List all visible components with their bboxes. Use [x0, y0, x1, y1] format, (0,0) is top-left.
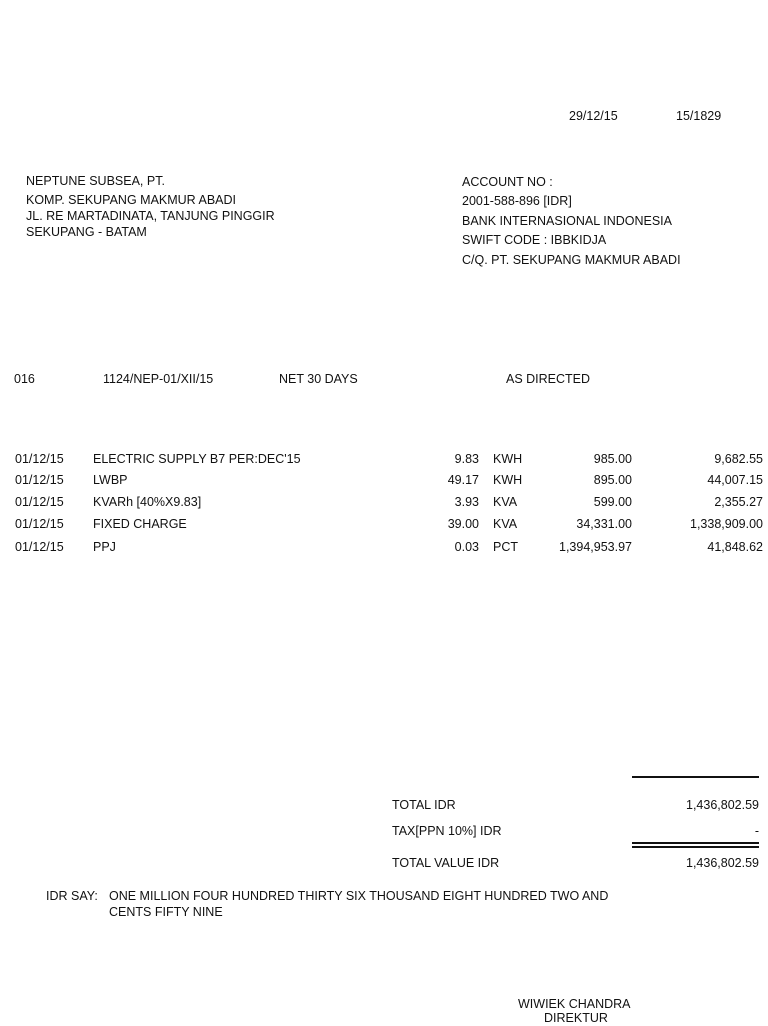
- account-line: SWIFT CODE : IBBKIDJA: [462, 233, 607, 247]
- amount-words-label: IDR SAY:: [46, 889, 98, 903]
- totals-double-rule-bottom: [632, 846, 759, 848]
- account-line: C/Q. PT. SEKUPANG MAKMUR ABADI: [462, 253, 681, 267]
- ship-via: AS DIRECTED: [506, 372, 591, 386]
- signatory-name: WIWIEK CHANDRA: [518, 997, 631, 1011]
- item-unit: KWH: [493, 452, 523, 466]
- tax-label: TAX[PPN 10%] IDR: [392, 824, 502, 838]
- customer-address-line: SEKUPANG - BATAM: [26, 225, 147, 239]
- invoice-date: 29/12/15: [569, 109, 618, 123]
- item-quantity: 599.00: [593, 495, 632, 509]
- total-label: TOTAL IDR: [392, 798, 456, 812]
- item-amount: 9,682.55: [714, 452, 763, 466]
- customer-name: NEPTUNE SUBSEA, PT.: [26, 174, 165, 188]
- payment-terms: NET 30 DAYS: [279, 372, 358, 386]
- customer-block: [26, 173, 275, 240]
- grand-total-value: 1,436,802.59: [686, 856, 759, 870]
- item-date: 01/12/15: [15, 517, 64, 531]
- item-quantity: 895.00: [593, 473, 632, 487]
- item-rate: 49.17: [447, 473, 479, 487]
- account-block: [462, 173, 681, 270]
- item-rate: 9.83: [454, 452, 479, 466]
- amount-words-line: CENTS FIFTY NINE: [109, 905, 223, 919]
- order-reference: 1124/NEP-01/XII/15: [103, 372, 214, 386]
- item-date: 01/12/15: [15, 473, 64, 487]
- item-quantity: 1,394,953.97: [559, 540, 632, 554]
- item-unit: KVA: [493, 495, 518, 509]
- item-description: KVARh [40%X9.83]: [93, 495, 202, 509]
- item-rate: 3.93: [454, 495, 479, 509]
- item-unit: KVA: [493, 517, 518, 531]
- account-line: 2001-588-896 [IDR]: [462, 194, 572, 208]
- item-description: ELECTRIC SUPPLY B7 PER:DEC'15: [93, 452, 301, 466]
- customer-address-line: JL. RE MARTADINATA, TANJUNG PINGGIR: [26, 209, 275, 223]
- item-description: PPJ: [93, 540, 116, 554]
- customer-address-line: KOMP. SEKUPANG MAKMUR ABADI: [26, 193, 237, 207]
- account-label: ACCOUNT NO :: [462, 175, 553, 189]
- item-description: LWBP: [93, 473, 128, 487]
- item-quantity: 34,331.00: [576, 517, 632, 531]
- totals-double-rule-top: [632, 842, 759, 844]
- invoice-number: 15/1829: [676, 109, 722, 123]
- account-line: BANK INTERNASIONAL INDONESIA: [462, 214, 672, 228]
- totals-top-rule: [632, 776, 759, 778]
- item-unit: PCT: [493, 540, 518, 554]
- signatory-title: DIREKTUR: [544, 1011, 608, 1025]
- item-date: 01/12/15: [15, 495, 64, 509]
- item-amount: 44,007.15: [707, 473, 763, 487]
- item-date: 01/12/15: [15, 540, 64, 554]
- amount-words-line: ONE MILLION FOUR HUNDRED THIRTY SIX THOUSAND EIGHT HUNDRED TWO AND: [109, 889, 609, 903]
- item-amount: 41,848.62: [707, 540, 763, 554]
- item-rate: 0.03: [454, 540, 479, 554]
- item-unit: KWH: [493, 473, 523, 487]
- item-amount: 1,338,909.00: [690, 517, 763, 531]
- total-value: 1,436,802.59: [686, 798, 759, 812]
- item-rate: 39.00: [447, 517, 479, 531]
- item-quantity: 985.00: [593, 452, 632, 466]
- item-amount: 2,355.27: [714, 495, 763, 509]
- grand-total-label: TOTAL VALUE IDR: [392, 856, 500, 870]
- tax-value: -: [754, 824, 759, 838]
- item-description: FIXED CHARGE: [93, 517, 187, 531]
- customer-code: 016: [14, 372, 35, 386]
- item-date: 01/12/15: [15, 452, 64, 466]
